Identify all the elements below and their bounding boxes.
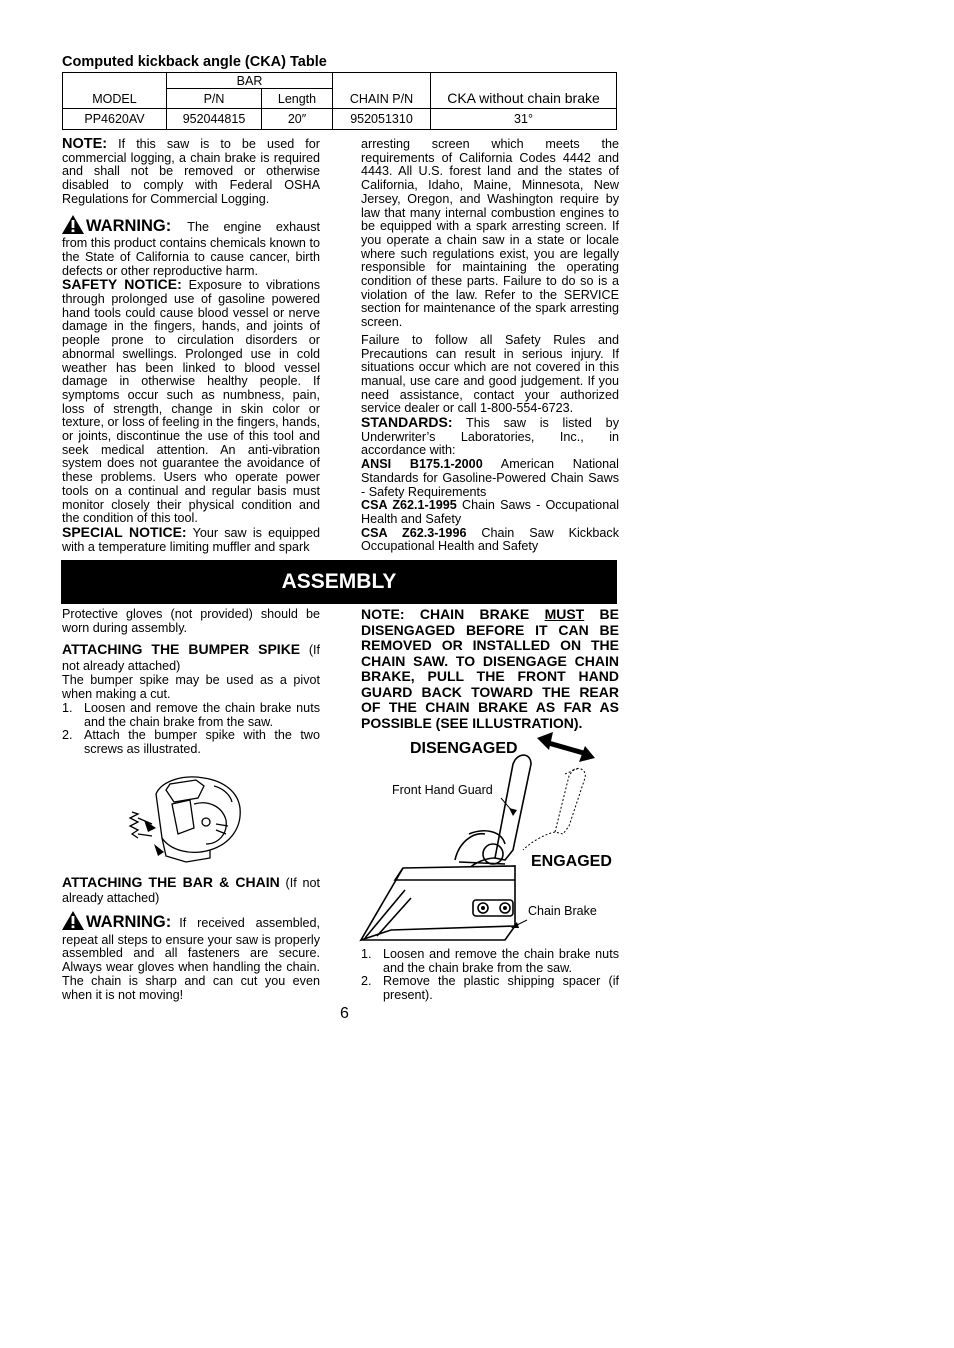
left-column-lower [62,608,320,757]
bumper-spike-illustration [126,764,246,868]
engaged-label: ENGAGED [531,853,612,870]
csa-z62-3-label: CSA Z62.3-1996 [361,525,467,540]
assembly-warning-paragraph [62,911,320,1002]
note-paragraph [62,138,320,207]
list-item: 2. Attach the bumper spike with the two screws as illustrated. [62,728,320,756]
spark-arrester-paragraph: arresting screen which meets the requirements of California Codes 4442 and 4443. All U.S. forest land and the states of California, Idaho, Maine, Minnesota, New Jersey, Oregon, and Washington require by law that many internal combustion engines to be equipped with a spark arresting screen. If you operate a chain saw in a state or locale where such regulations exist, you are legally responsible for maintaining the operating condition of these parts. Failure to do so is a violation of the law. Refer to the SERVICE section for maintenance of the spark arresting screen. [361,137,619,330]
gloves-paragraph: Protective gloves (not provided) should be worn during assembly. [62,607,320,635]
safety-notice-text: Exposure to vibrations through prolonged use of gasoline powered hand tools could cause blood vessel or nerve damage in the fingers, hands, and joints of people prone to circulation disorders or abnormal swellings. Prolonged use in cold weather has been linked to blood vessel damage in otherwise healthy people. If symptoms occur such as numbness, pain, loss of strength, change in skin color or texture, or loss of feeling in the fingers, hands, or joints, discontinue the use of this tool and seek medical attention. An anti-vibration system does not guarantee the avoidance of these problems. Users who operate power tools on a continual and regular basis must monitor closely their physical condition and the condition of this tool. [62,278,321,526]
standards-text: This saw is listed by Underwriter’s Laboratories, Inc., in accordance with: [361,416,619,458]
list-item: 2. Remove the plastic shipping spacer (if present). [361,974,619,1003]
brake-steps [361,948,619,1003]
warning-text: The engine exhaust from this product contains chemicals known to the State of California to cause cancer, birth defects or other reproductive harm. [62,219,320,278]
csa-z62-3-standard [361,527,619,554]
must-emphasis: MUST [544,606,585,622]
disengaged-label: DISENGAGED [410,740,518,757]
special-notice-label: SPECIAL NOTICE: [62,523,187,540]
chain-brake-label: Chain Brake [528,904,597,918]
page-number: 6 [340,1005,349,1022]
left-column-upper [62,138,320,554]
special-notice-text: Your saw is equipped with a temperature limiting muffler and spark [62,525,320,554]
assembly-warning-label: WARNING: [86,913,172,931]
bumper-heading [62,641,320,674]
csa-z62-1-label: CSA Z62.1-1995 [361,498,457,513]
ansi-text: American National Standards for Gasoline-Powered Chain Saws - Safety Requirements [361,457,619,499]
cell-cka: 31° [431,109,617,130]
header-length: Length [262,89,333,109]
csa-z62-1-text: Chain Saws - Occupational Health and Safety [361,498,619,526]
bumper-heading-text: ATTACHING THE BUMPER SPIKE [62,641,301,658]
chain-brake-illustration [355,730,615,948]
header-chain-pn: CHAIN P/N [333,73,431,109]
cell-model: PP4620AV [63,109,167,130]
header-cka: CKA without chain brake [431,73,617,109]
bar-chain-heading [62,875,320,906]
assembly-warning-text: If received assembled, repeat all steps to ensure your saw is properly assembled and all fasteners are secure. Always wear gloves when handling the chain. The chain is sharp and can cut you even when it is not moving! [62,916,320,1002]
header-bar: BAR [167,73,333,89]
chain-brake-note: NOTE: CHAIN BRAKE MUST BE DISENGAGED BEFORE IT CAN BE REMOVED OR INSTALLED ON THE CHAIN SAW. TO DISENGAGE CHAIN BRAKE, PULL THE FRONT HAND GUARD BACK TOWARD THE REAR OF THE CHAIN BRAKE AS FAR AS POSSIBLE (SEE ILLUSTRATION). [361,606,619,731]
safety-notice-label: SAFETY NOTICE: [62,276,182,293]
table-row [63,109,617,130]
warning-triangle-icon [62,911,84,934]
left-column-bottom [62,875,320,1002]
standards-label: STANDARDS: [361,414,453,431]
assembly-banner: ASSEMBLY [61,560,617,604]
cka-table-title: Computed kickback angle (CKA) Table [62,54,327,70]
bumper-steps [62,702,320,757]
safety-notice-paragraph [62,278,320,526]
warning-triangle-icon [62,215,84,238]
warning-paragraph [62,215,320,279]
cell-length: 20″ [262,109,333,130]
ansi-label: ANSI B175.1-2000 [361,457,483,472]
csa-z62-1-standard [361,499,619,526]
note-text: If this saw is to be used for commercial logging, a chain brake is required and shall not be removed or otherwise disabled to comply with Federal OSHA Regulations for Commercial Logging. [62,137,320,206]
standards-paragraph [361,416,619,458]
note-label: NOTE: [62,136,108,152]
bar-chain-heading-text: ATTACHING THE BAR & CHAIN [62,874,280,890]
bumper-intro: The bumper spike may be used as a pivot when making a cut. [62,673,320,702]
right-column-upper [361,138,619,554]
cell-pn: 952044815 [167,109,262,130]
brake-steps-container [361,948,619,1003]
list-item: 1. Loosen and remove the chain brake nuts and the chain brake from the saw. [62,700,320,729]
front-hand-guard-label: Front Hand Guard [392,783,493,797]
bumper-heading-note: (If not already attached) [62,643,321,674]
double-arrow-icon [537,732,595,762]
warning-label: WARNING: [86,216,172,235]
ansi-standard [361,458,619,499]
cell-chain-pn: 952051310 [333,109,431,130]
header-model: MODEL [63,73,167,109]
list-item: 1. Loosen and remove the chain brake nuts and the chain brake from the saw. [361,947,619,975]
bar-chain-heading-note: (If not already attached) [62,876,321,905]
csa-z62-3-text: Chain Saw Kickback Occupational Health and Safety [361,525,619,554]
special-notice-paragraph [62,523,320,554]
header-pn: P/N [167,89,262,109]
safety-rules-paragraph: Failure to follow all Safety Rules and Precautions can result in serious injury. If situations occur which are not covered in this manual, use care and good judgement. If you need assistance, contact your authorized service dealer or call 1-800-554-6723. [361,332,619,416]
cka-table [62,72,617,130]
